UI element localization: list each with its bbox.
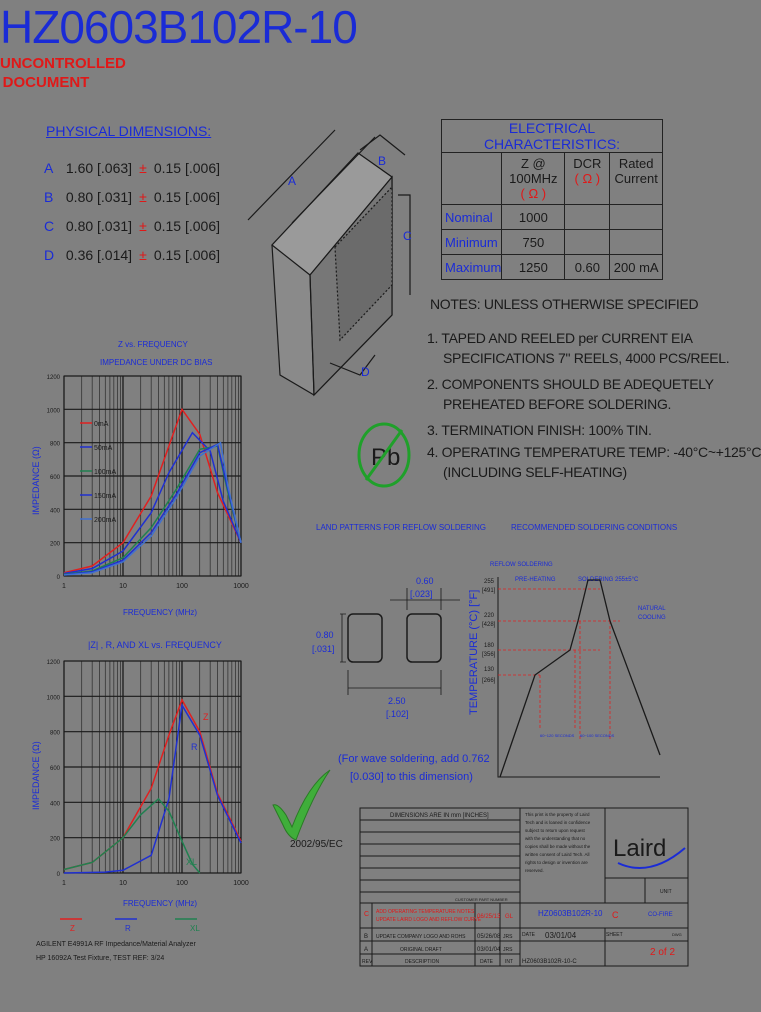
header-init: INT xyxy=(505,959,514,965)
row-label: Nominal xyxy=(442,205,502,230)
tb-date: 03/01/04 xyxy=(545,931,577,940)
pad-left xyxy=(348,614,382,662)
svg-text:written consent of Laird Tech.: written consent of Laird Tech. All xyxy=(525,852,590,857)
rohs-text: 2002/95/EC xyxy=(290,839,343,850)
legend-r: R xyxy=(125,924,131,933)
dcr-value xyxy=(565,230,610,255)
soldering-title: RECOMMENDED SOLDERING CONDITIONS xyxy=(511,523,678,532)
total-width-in: [.102] xyxy=(386,709,409,719)
x-tick-label: 1000 xyxy=(233,880,249,887)
rev-c-desc1: ADD OPERATING TEMPERATURE NOTES xyxy=(376,909,475,915)
wave-note-2: [0.030] to this dimension) xyxy=(350,771,473,783)
legend-label: 100mA xyxy=(94,469,117,476)
legend-z: Z xyxy=(70,924,75,933)
y-tick-label: 600 xyxy=(49,475,60,481)
dim-inch: [.031] xyxy=(97,189,133,205)
dim-inch: [.063] xyxy=(97,160,133,176)
legend-xl: XL xyxy=(190,924,200,933)
rev-c: C xyxy=(364,911,370,918)
dim-row-c xyxy=(44,218,220,234)
svg-text:subject to return upon request: subject to return upon request xyxy=(525,828,585,833)
wave-note-1: (For wave soldering, add 0.762 xyxy=(338,753,490,765)
header-desc: DESCRIPTION xyxy=(405,959,440,965)
z-header xyxy=(502,153,565,205)
electrical-characteristics-table xyxy=(441,119,663,280)
header-rev: REV xyxy=(362,959,373,965)
y-tick-label: 1000 xyxy=(46,408,60,415)
dim-inch: [.014] xyxy=(97,247,133,263)
row-label: Minimum xyxy=(442,230,502,255)
plus-minus-icon: ± xyxy=(139,189,147,205)
land-dimension-lines xyxy=(340,588,460,695)
span1: 60~120 SECONDS xyxy=(540,733,575,738)
table-row xyxy=(442,205,663,230)
tb-sheet-label: SHEET xyxy=(606,932,623,938)
uncontrolled-line1: UNCONTROLLED xyxy=(0,55,126,72)
t180: 180 xyxy=(484,643,495,649)
label-b: B xyxy=(378,154,387,168)
pb-text: Pb xyxy=(371,444,401,471)
dcr-value xyxy=(565,205,610,230)
land-pattern-drawing xyxy=(290,570,465,730)
z-value: 1000 xyxy=(502,205,565,230)
dim-value: 0.80 xyxy=(65,218,94,234)
note-1b: SPECIFICATIONS 7" REELS, 4000 PCS/REEL. xyxy=(443,350,730,366)
note-2b: PREHEATED BEFORE SOLDERING. xyxy=(443,396,672,412)
uncontrolled-stamp xyxy=(0,54,126,92)
total-width: 2.50 xyxy=(388,696,406,706)
soldering-ylabel: TEMPERATURE (°C) [°F] xyxy=(468,589,480,715)
x-tick-label: 10 xyxy=(119,880,127,887)
y-tick-label: 0 xyxy=(56,872,60,878)
t220: 220 xyxy=(484,613,495,619)
rev-a-desc: ORIGINAL DRAFT xyxy=(400,947,442,953)
row-label: Maximum xyxy=(442,255,502,280)
x-tick-label: 1 xyxy=(62,880,66,887)
pad-width-in: [.023] xyxy=(410,589,433,599)
y-tick-label: 1000 xyxy=(46,695,60,702)
t130f: [266] xyxy=(482,678,496,684)
dim-letter: C xyxy=(44,218,55,234)
rev-b-date: 05/26/08 xyxy=(477,934,501,940)
dcr-header xyxy=(565,153,610,205)
chart1-xlabel: FREQUENCY (MHz) xyxy=(123,608,198,617)
dim-letter: A xyxy=(44,160,54,176)
dim-value: 1.60 xyxy=(65,160,94,176)
dim-row-b xyxy=(44,189,220,205)
plus-minus-icon: ± xyxy=(139,247,147,263)
dcr-header-label: DCR xyxy=(573,156,602,171)
cooling-label: COOLING xyxy=(638,615,666,621)
physical-dimensions-title: PHYSICAL DIMENSIONS: xyxy=(46,123,212,139)
land-patterns-title: LAND PATTERNS FOR REFLOW SOLDERING xyxy=(316,523,486,532)
chart2-xlabel: FREQUENCY (MHz) xyxy=(123,899,198,908)
chart1-title1: Z vs. FREQUENCY xyxy=(118,340,188,349)
x-tick-label: 1 xyxy=(62,583,66,590)
rev-a: A xyxy=(364,947,369,953)
note-3: 3. TERMINATION FINISH: 100% TIN. xyxy=(427,422,652,438)
uncontrolled-line2: DOCUMENT xyxy=(2,74,90,91)
plus-minus-icon: ± xyxy=(139,160,147,176)
plus-minus-icon: ± xyxy=(139,218,147,234)
span2: 60~100 SECONDS xyxy=(580,733,615,738)
z-header-label: Z @ 100MHz xyxy=(509,156,558,186)
dim-tol-inch: [.006] xyxy=(184,218,221,234)
dim-tol: 0.15 xyxy=(153,218,182,234)
profile-axes xyxy=(498,577,660,777)
z-value: 1250 xyxy=(502,255,565,280)
electrical-title: ELECTRICAL CHARACTERISTICS: xyxy=(442,120,663,153)
note-4b: (INCLUDING SELF-HEATING) xyxy=(443,464,627,480)
dim-tol: 0.15 xyxy=(153,189,182,205)
series-line-50ma xyxy=(64,433,241,574)
svg-text:Tech and is loaned in confiden: Tech and is loaned in confidence xyxy=(525,820,591,825)
title-block xyxy=(360,808,690,968)
preheat-label: PRE-HEATING xyxy=(515,577,556,583)
y-tick-label: 800 xyxy=(49,441,60,448)
tb-sheet: 2 of 2 xyxy=(650,947,676,958)
note-1a: 1. TAPED AND REELED per CURRENT EIA xyxy=(427,330,693,346)
y-tick-label: 400 xyxy=(49,508,60,515)
curve-label-xl: XL xyxy=(186,857,198,867)
svg-text:This print is the property of: This print is the property of Laird xyxy=(525,812,590,817)
curve-label-z: Z xyxy=(203,712,209,722)
dcr-value: 0.60 xyxy=(565,255,610,280)
soldering-temp-label: SOLDERING 255±5°C xyxy=(578,577,639,583)
dim-value: 0.36 xyxy=(65,247,94,263)
dim-tol: 0.15 xyxy=(153,160,182,176)
pad-height-in: [.031] xyxy=(312,644,335,654)
y-tick-label: 200 xyxy=(49,541,60,548)
series-line-0ma xyxy=(64,409,241,572)
label-c: C xyxy=(403,229,412,243)
legend-label: 200mA xyxy=(94,517,117,524)
chart2-ylabel: IMPEDANCE (Ω) xyxy=(31,741,41,810)
y-tick-label: 1200 xyxy=(46,660,60,666)
rev-b: B xyxy=(364,934,369,940)
rev-c-date: 06/25/13 xyxy=(477,914,501,920)
current-header xyxy=(610,153,663,205)
series-line-r xyxy=(64,705,241,873)
y-tick-label: 200 xyxy=(49,836,60,843)
part-number-title: HZ0603B102R-10 xyxy=(0,1,357,53)
dim-letter: B xyxy=(44,189,54,205)
dim-value: 0.80 xyxy=(65,189,94,205)
legend-label: 0mA xyxy=(94,421,109,428)
notes-header: NOTES: UNLESS OTHERWISE SPECIFIED xyxy=(430,296,699,312)
current-value xyxy=(610,230,663,255)
z-r-xl-chart xyxy=(28,650,250,912)
rev-c-desc2: UPDATE LAIRD LOGO AND REFLOW CURVE xyxy=(376,917,482,923)
t130: 130 xyxy=(484,667,495,673)
chart2-legend xyxy=(60,915,230,935)
profile-temp-guides xyxy=(498,589,620,740)
current-header-line1: Rated xyxy=(618,156,654,171)
rev-b-by: JRS xyxy=(503,934,513,940)
tb-dwg-label: DWG xyxy=(672,932,682,937)
laird-logo: Laird xyxy=(613,835,667,862)
component-isometric-drawing xyxy=(240,125,430,400)
footer-line2: HP 16092A Test Fixture, TEST REF: 3/24 xyxy=(36,955,165,962)
ohm-unit: ( Ω ) xyxy=(520,186,547,201)
tb-part-number: HZ0603B102R-10 xyxy=(538,909,603,918)
tb-file: HZ0603B102R-10-C xyxy=(522,959,577,965)
chart1-title2: IMPEDANCE UNDER DC BIAS xyxy=(100,358,213,367)
legend-label: 150mA xyxy=(94,493,117,500)
y-tick-label: 600 xyxy=(49,766,60,772)
title-block-frame xyxy=(360,808,688,966)
curve-label-r: R xyxy=(191,742,198,752)
rev-c-by: GL xyxy=(505,914,514,920)
ohm-unit: ( Ω ) xyxy=(574,171,601,186)
t220f: [428] xyxy=(482,622,496,628)
dim-row-a xyxy=(44,160,220,176)
pad-width: 0.60 xyxy=(416,576,434,586)
rev-a-by: JRS xyxy=(503,947,513,953)
svg-text:rights to design or invention: rights to design or invention are xyxy=(525,860,588,865)
tb-rev-code: C xyxy=(612,910,619,920)
chart2-title: |Z| , R, AND XL vs. FREQUENCY xyxy=(88,640,222,650)
chart1-ylabel: IMPEDANCE (Ω) xyxy=(31,446,41,515)
y-tick-label: 0 xyxy=(56,575,60,581)
footer-line1: AGILENT E4991A RF Impedance/Material Analyzer xyxy=(36,941,196,948)
dim-tol-inch: [.006] xyxy=(184,189,221,205)
impedance-dc-bias-chart xyxy=(28,365,250,620)
pad-right xyxy=(407,614,441,662)
dim-row-d xyxy=(44,247,220,263)
t180f: [356] xyxy=(482,652,496,658)
current-header-line2: Current xyxy=(614,171,658,186)
reflow-label: REFLOW SOLDERING xyxy=(490,562,553,568)
reflow-profile-chart xyxy=(460,555,700,780)
y-tick-label: 800 xyxy=(49,730,60,737)
label-d: D xyxy=(361,365,370,379)
dim-letter: D xyxy=(44,247,55,263)
z-value: 750 xyxy=(502,230,565,255)
header-date: DATE xyxy=(480,959,493,965)
svg-text:copies shall be made without t: copies shall be made without the xyxy=(525,844,591,849)
note-2a: 2. COMPONENTS SHOULD BE ADEQUETELY xyxy=(427,376,714,392)
dim-tol-inch: [.006] xyxy=(184,160,221,176)
x-tick-label: 100 xyxy=(176,880,188,887)
tb-file-code: CO-FIRE xyxy=(648,912,673,918)
t255: 255 xyxy=(484,579,495,585)
pb-free-icon xyxy=(356,420,414,490)
x-tick-label: 10 xyxy=(119,583,127,590)
note-4a: 4. OPERATING TEMPERATURE TEMP: -40°C~+125°C xyxy=(427,444,761,460)
table-row xyxy=(442,255,663,280)
legal-notice xyxy=(525,812,591,873)
dim-tol: 0.15 xyxy=(153,247,182,263)
rev-b-desc: UPDATE COMPANY LOGO AND ROHS xyxy=(376,934,466,940)
label-a: A xyxy=(288,174,297,188)
current-value xyxy=(610,205,663,230)
x-tick-label: 1000 xyxy=(233,583,249,590)
legend-label: 50mA xyxy=(94,445,113,452)
pad-height: 0.80 xyxy=(316,630,334,640)
dim-tol-inch: [.006] xyxy=(184,247,221,263)
customer-part-label: CUSTOMER PART NUMBER xyxy=(455,897,508,902)
current-value: 200 mA xyxy=(610,255,663,280)
y-tick-label: 1200 xyxy=(46,375,60,381)
rev-a-date: 03/01/04 xyxy=(477,947,501,953)
svg-text:with the understanding that no: with the understanding that no xyxy=(525,836,586,841)
svg-text:reserved.: reserved. xyxy=(525,868,544,873)
t255f: [491] xyxy=(482,588,496,594)
natural-label: NATURAL xyxy=(638,606,666,612)
dims-in-note: DIMENSIONS ARE IN mm [INCHES] xyxy=(390,813,489,819)
dim-inch: [.031] xyxy=(97,218,133,234)
x-tick-label: 100 xyxy=(176,583,188,590)
rohs-check-icon xyxy=(268,765,343,850)
y-tick-label: 400 xyxy=(49,801,60,808)
table-row xyxy=(442,230,663,255)
tb-units: UNIT xyxy=(660,889,672,895)
blank-cell xyxy=(442,153,502,205)
tb-date-label: DATE xyxy=(522,932,535,938)
